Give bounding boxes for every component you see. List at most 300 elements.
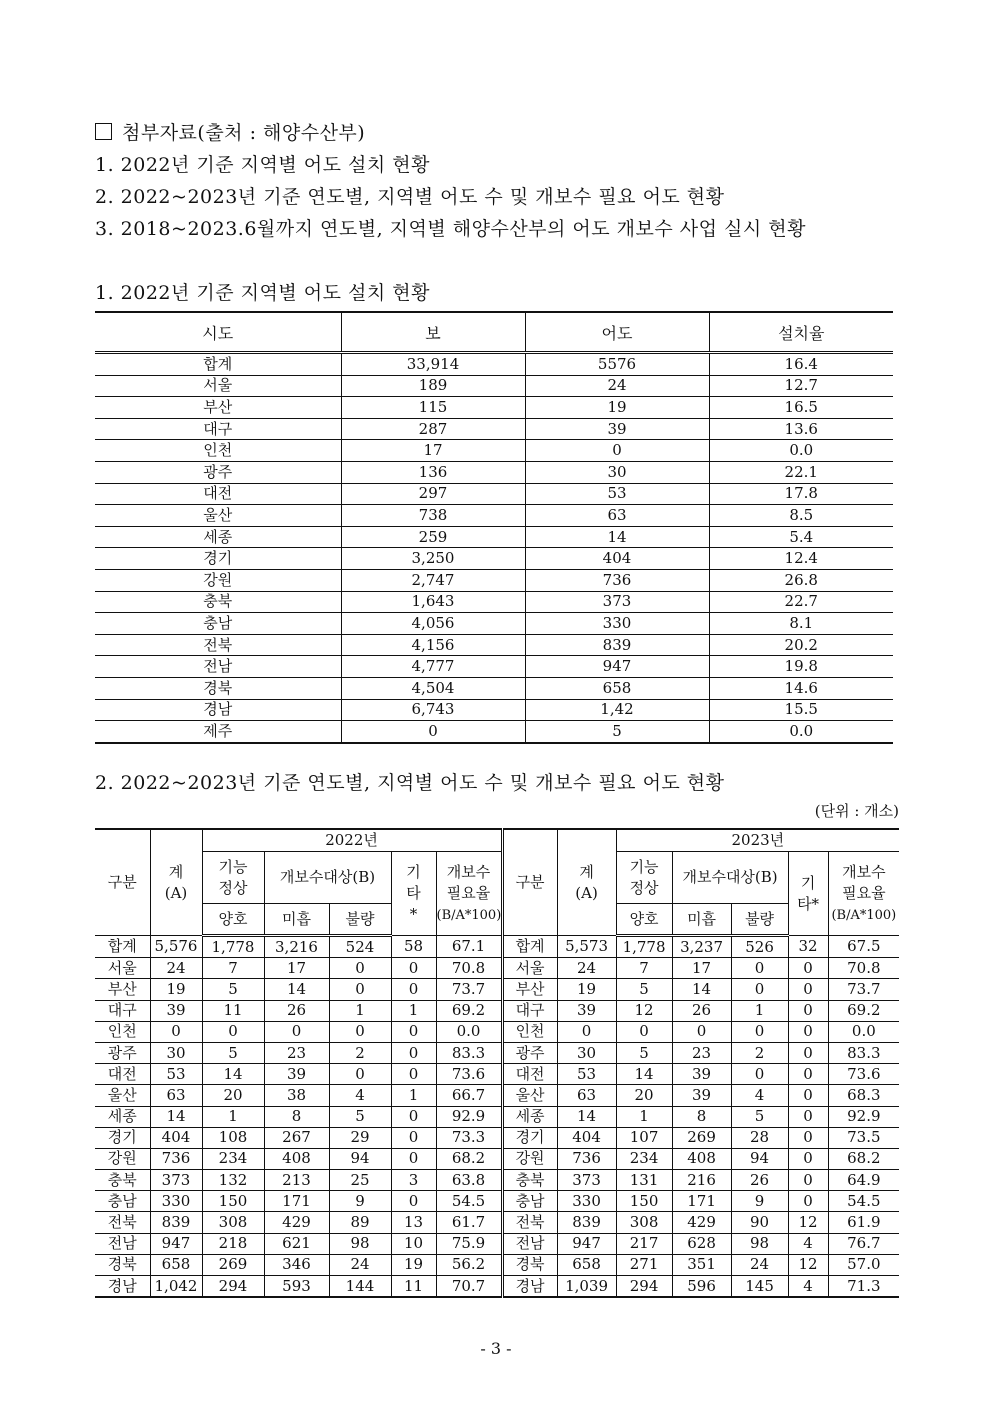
table-row (95, 1191, 899, 1212)
table-cell: 전북 (95, 634, 341, 656)
table-cell: 25 (329, 1170, 391, 1191)
table-cell: 4,156 (341, 634, 525, 656)
table-cell: 광주 (502, 1042, 557, 1063)
table-cell: 14 (672, 979, 731, 1000)
table-cell: 308 (616, 1212, 672, 1233)
table-cell: 621 (264, 1233, 329, 1254)
table-cell: 22.1 (709, 461, 893, 483)
table-cell: 19 (525, 397, 709, 419)
checkbox-square-icon (95, 123, 112, 140)
table-cell: 839 (525, 634, 709, 656)
table-cell: 30 (150, 1042, 202, 1063)
table-cell: 28 (731, 1127, 788, 1148)
table-cell: 57.0 (828, 1254, 899, 1275)
table-cell: 404 (150, 1127, 202, 1148)
table-cell: 69.2 (828, 1000, 899, 1021)
table-cell: 98 (731, 1233, 788, 1254)
table-cell: 13 (391, 1212, 436, 1233)
table-cell: 0 (788, 1148, 828, 1169)
table-cell: 0 (788, 1000, 828, 1021)
table-cell: 947 (150, 1233, 202, 1254)
table-cell: 0 (788, 979, 828, 1000)
table-cell: 강원 (95, 1148, 150, 1169)
table-cell: 1 (616, 1106, 672, 1127)
table-cell: 제주 (95, 721, 341, 743)
table-cell: 14 (150, 1106, 202, 1127)
table-cell: 267 (264, 1127, 329, 1148)
table-cell: 울산 (502, 1085, 557, 1106)
table-cell: 132 (202, 1170, 264, 1191)
table-cell: 39 (557, 1000, 616, 1021)
table-cell: 합계 (502, 936, 557, 958)
table-cell: 1,778 (202, 936, 264, 958)
table-cell: 13.6 (709, 418, 893, 440)
table-cell: 16.4 (709, 353, 893, 376)
table-cell: 171 (672, 1191, 731, 1212)
table-cell: 26 (731, 1170, 788, 1191)
table-cell: 658 (557, 1254, 616, 1275)
col-good-2022: 양호 (202, 904, 264, 936)
table-cell: 171 (264, 1191, 329, 1212)
table-cell: 63 (557, 1085, 616, 1106)
table-cell: 경기 (95, 1127, 150, 1148)
table-cell: 83.3 (828, 1042, 899, 1063)
attachment-heading (95, 118, 365, 145)
table-cell: 2 (731, 1042, 788, 1063)
table-cell: 경북 (95, 677, 341, 699)
table-cell: 947 (557, 1233, 616, 1254)
table-cell: 0 (391, 1106, 436, 1127)
table-cell: 5,576 (150, 936, 202, 958)
table-cell: 373 (150, 1170, 202, 1191)
table-cell: 98 (329, 1233, 391, 1254)
table-cell: 0 (788, 1085, 828, 1106)
col-good-2023: 양호 (616, 904, 672, 936)
table-cell: 73.6 (828, 1064, 899, 1085)
table-cell: 839 (150, 1212, 202, 1233)
table-cell: 3,237 (672, 936, 731, 958)
table-cell: 울산 (95, 1085, 150, 1106)
table-row (95, 634, 893, 656)
table-cell: 73.6 (436, 1064, 502, 1085)
table-cell: 인천 (95, 1021, 150, 1042)
table-cell: 4 (788, 1276, 828, 1298)
table-cell: 0.0 (709, 440, 893, 462)
table-cell: 308 (202, 1212, 264, 1233)
table-row (95, 656, 893, 678)
col-total-2023: 계 (A) (557, 829, 616, 936)
table-cell: 0 (202, 1021, 264, 1042)
table-cell: 9 (329, 1191, 391, 1212)
table-row (95, 958, 899, 979)
table-cell: 0 (672, 1021, 731, 1042)
table-cell: 0 (788, 1127, 828, 1148)
table-cell: 524 (329, 936, 391, 958)
table-cell: 0.0 (709, 721, 893, 743)
table-cell: 합계 (95, 353, 341, 376)
table-cell: 39 (525, 418, 709, 440)
table-cell: 19 (391, 1254, 436, 1275)
table-cell: 경북 (95, 1254, 150, 1275)
table-cell: 83.3 (436, 1042, 502, 1063)
table-cell: 세종 (95, 1106, 150, 1127)
table-cell: 충북 (502, 1170, 557, 1191)
table-cell: 67.1 (436, 936, 502, 958)
table-cell: 217 (616, 1233, 672, 1254)
table-row (95, 1085, 899, 1106)
table-cell: 1 (391, 1000, 436, 1021)
table-cell: 108 (202, 1127, 264, 1148)
table-cell: 0 (788, 1042, 828, 1063)
table-cell: 5576 (525, 353, 709, 376)
table-cell: 4,777 (341, 656, 525, 678)
table-cell: 39 (672, 1085, 731, 1106)
table-cell: 218 (202, 1233, 264, 1254)
table-cell: 8 (264, 1106, 329, 1127)
table-cell: 408 (672, 1148, 731, 1169)
table-cell: 61.9 (828, 1212, 899, 1233)
table-cell: 전남 (95, 656, 341, 678)
table-cell: 736 (150, 1148, 202, 1169)
table-cell: 404 (525, 548, 709, 570)
table-cell: 14.6 (709, 677, 893, 699)
table-cell: 294 (202, 1276, 264, 1298)
table-cell: 충북 (95, 1170, 150, 1191)
table-row (95, 1064, 899, 1085)
table-cell: 16.5 (709, 397, 893, 419)
table-cell: 330 (525, 613, 709, 635)
table-cell: 429 (672, 1212, 731, 1233)
table-cell: 213 (264, 1170, 329, 1191)
table-cell: 24 (731, 1254, 788, 1275)
table-cell: 39 (150, 1000, 202, 1021)
table-cell: 373 (557, 1170, 616, 1191)
table-row (95, 353, 893, 376)
table-cell: 73.7 (828, 979, 899, 1000)
table-cell: 73.7 (436, 979, 502, 1000)
table-row (95, 440, 893, 462)
table-cell: 전북 (95, 1212, 150, 1233)
table-row (95, 721, 893, 743)
year-2022-header: 2022년 (202, 829, 502, 852)
table-row (95, 548, 893, 570)
table-cell: 53 (525, 483, 709, 505)
column-header: 시도 (95, 312, 341, 353)
table-cell: 408 (264, 1148, 329, 1169)
table-cell: 1 (202, 1106, 264, 1127)
table-cell: 광주 (95, 1042, 150, 1063)
section2-title: 2. 2022~2023년 기준 연도별, 지역별 어도 수 및 개보수 필요 어도 현황 (95, 772, 725, 794)
table-row (95, 483, 893, 505)
table-cell: 68.3 (828, 1085, 899, 1106)
table-cell: 경남 (95, 699, 341, 721)
table-cell: 58 (391, 936, 436, 958)
table-cell: 17 (341, 440, 525, 462)
table-cell: 3 (391, 1170, 436, 1191)
table-cell: 70.8 (436, 958, 502, 979)
table-cell: 대구 (95, 1000, 150, 1021)
table-cell: 12.4 (709, 548, 893, 570)
table-cell: 부산 (502, 979, 557, 1000)
col-gubun-2022: 구분 (95, 829, 150, 936)
table-cell: 234 (202, 1148, 264, 1169)
table-cell: 세종 (95, 526, 341, 548)
table-cell: 경기 (502, 1127, 557, 1148)
attachment-text: 첨부자료(출처 : 해양수산부) (122, 122, 366, 144)
table-cell: 26 (672, 1000, 731, 1021)
list-item-1: 1. 2022년 기준 지역별 어도 설치 현황 (95, 154, 430, 176)
table-cell: 1 (391, 1085, 436, 1106)
table-cell: 0 (788, 1106, 828, 1127)
table-cell: 17.8 (709, 483, 893, 505)
table-cell: 33,914 (341, 353, 525, 376)
year-2023-header: 2023년 (616, 829, 899, 852)
table-cell: 대전 (502, 1064, 557, 1085)
table-cell: 7 (616, 958, 672, 979)
table-row (95, 613, 893, 635)
table-cell: 63.8 (436, 1170, 502, 1191)
table-cell: 서울 (95, 375, 341, 397)
table-cell: 1,643 (341, 591, 525, 613)
table-cell: 346 (264, 1254, 329, 1275)
table-cell: 합계 (95, 936, 150, 958)
table-cell: 24 (150, 958, 202, 979)
table-cell: 12 (616, 1000, 672, 1021)
table-cell: 2,747 (341, 569, 525, 591)
table-cell: 1 (329, 1000, 391, 1021)
table-cell: 17 (264, 958, 329, 979)
table-cell: 54.5 (436, 1191, 502, 1212)
table-cell: 947 (525, 656, 709, 678)
table-cell: 충남 (95, 1191, 150, 1212)
table-cell: 대구 (502, 1000, 557, 1021)
col-bad-2023: 불량 (731, 904, 788, 936)
table-cell: 92.9 (828, 1106, 899, 1127)
table-cell: 1,042 (150, 1276, 202, 1298)
column-header: 어도 (525, 312, 709, 353)
table-cell: 부산 (95, 979, 150, 1000)
table-cell: 63 (525, 505, 709, 527)
table-cell: 330 (557, 1191, 616, 1212)
table-cell: 30 (525, 461, 709, 483)
table-cell: 0 (341, 721, 525, 743)
table-cell: 0 (731, 1064, 788, 1085)
table-cell: 0 (391, 958, 436, 979)
table-cell: 839 (557, 1212, 616, 1233)
table-cell: 131 (616, 1170, 672, 1191)
table-row (95, 677, 893, 699)
table-cell: 24 (557, 958, 616, 979)
table-cell: 2 (329, 1042, 391, 1063)
table-cell: 0 (391, 1021, 436, 1042)
page-number: - 3 - (480, 1339, 512, 1358)
table-row (95, 591, 893, 613)
col-repair-target-2023: 개보수대상(B) (672, 852, 788, 904)
table-cell: 0 (616, 1021, 672, 1042)
table-cell: 충북 (95, 591, 341, 613)
table-cell: 1,42 (525, 699, 709, 721)
table-row (95, 1233, 899, 1254)
table-cell: 234 (616, 1148, 672, 1169)
table-header-row (95, 312, 893, 353)
table-cell: 대전 (95, 1064, 150, 1085)
installation-status-table (95, 311, 893, 744)
col-weak-2022: 미흡 (264, 904, 329, 936)
header-row-1 (95, 829, 899, 852)
table-cell: 서울 (95, 958, 150, 979)
table-cell: 5 (202, 979, 264, 1000)
table-cell: 5 (616, 979, 672, 1000)
table-cell: 736 (557, 1148, 616, 1169)
table-cell: 0 (731, 1021, 788, 1042)
table-cell: 충남 (95, 613, 341, 635)
table-cell: 63 (150, 1085, 202, 1106)
col-need-2022: 개보수 필요율 (B/A*100) (436, 852, 502, 936)
column-header: 설치율 (709, 312, 893, 353)
table-cell: 충남 (502, 1191, 557, 1212)
table-row (95, 569, 893, 591)
table-cell: 70.8 (828, 958, 899, 979)
table-cell: 0 (788, 1170, 828, 1191)
table-cell: 8 (672, 1106, 731, 1127)
table-cell: 5 (525, 721, 709, 743)
table-cell: 울산 (95, 505, 341, 527)
table-cell: 429 (264, 1212, 329, 1233)
repair-status-table (95, 828, 899, 1298)
table-cell: 596 (672, 1276, 731, 1298)
table-cell: 71.3 (828, 1276, 899, 1298)
table-cell: 136 (341, 461, 525, 483)
table-cell: 강원 (95, 569, 341, 591)
table-cell: 53 (150, 1064, 202, 1085)
table-cell: 24 (329, 1254, 391, 1275)
table-cell: 14 (525, 526, 709, 548)
table-row (95, 1254, 899, 1275)
col-total-2022: 계 (A) (150, 829, 202, 936)
table-cell: 294 (616, 1276, 672, 1298)
table-cell: 4 (731, 1085, 788, 1106)
table-cell: 인천 (502, 1021, 557, 1042)
table-cell: 서울 (502, 958, 557, 979)
table-cell: 0 (391, 1064, 436, 1085)
list-item-2: 2. 2022~2023년 기준 연도별, 지역별 어도 수 및 개보수 필요 어도 현황 (95, 186, 725, 208)
table-row (95, 1127, 899, 1148)
table-cell: 404 (557, 1127, 616, 1148)
table-cell: 53 (557, 1064, 616, 1085)
table-cell: 14 (202, 1064, 264, 1085)
table-cell: 0 (391, 1191, 436, 1212)
table-cell: 73.3 (436, 1127, 502, 1148)
table-cell: 92.9 (436, 1106, 502, 1127)
table-cell: 1 (731, 1000, 788, 1021)
table-cell: 297 (341, 483, 525, 505)
table-cell: 0.0 (436, 1021, 502, 1042)
table-row (95, 1042, 899, 1063)
table-cell: 5 (616, 1042, 672, 1063)
table-cell: 32 (788, 936, 828, 958)
table-cell: 5.4 (709, 526, 893, 548)
table-cell: 4 (329, 1085, 391, 1106)
table-cell: 광주 (95, 461, 341, 483)
table-cell: 66.7 (436, 1085, 502, 1106)
table-cell: 8.5 (709, 505, 893, 527)
table-cell: 269 (202, 1254, 264, 1275)
table-cell: 경기 (95, 548, 341, 570)
table-row (95, 526, 893, 548)
table-cell: 6,743 (341, 699, 525, 721)
table-cell: 269 (672, 1127, 731, 1148)
table-cell: 24 (525, 375, 709, 397)
table-cell: 29 (329, 1127, 391, 1148)
table-cell: 전남 (95, 1233, 150, 1254)
table-cell: 22.7 (709, 591, 893, 613)
table-cell: 경북 (502, 1254, 557, 1275)
table-cell: 61.7 (436, 1212, 502, 1233)
table-cell: 19 (150, 979, 202, 1000)
col-func-2023: 기능 정상 (616, 852, 672, 904)
table-cell: 9 (731, 1191, 788, 1212)
table-cell: 4,056 (341, 613, 525, 635)
table-row (95, 1148, 899, 1169)
table-cell: 5,573 (557, 936, 616, 958)
table-cell: 351 (672, 1254, 731, 1275)
table-cell: 15.5 (709, 699, 893, 721)
unit-label: (단위 : 개소) (814, 802, 899, 820)
table-cell: 0 (788, 1191, 828, 1212)
table-cell: 0 (391, 979, 436, 1000)
table-row (95, 418, 893, 440)
table-cell: 38 (264, 1085, 329, 1106)
col-etc-2022: 기 타 * (391, 852, 436, 936)
table-cell: 64.9 (828, 1170, 899, 1191)
table-cell: 75.9 (436, 1233, 502, 1254)
table-cell: 107 (616, 1127, 672, 1148)
table-cell: 1,039 (557, 1276, 616, 1298)
table-cell: 115 (341, 397, 525, 419)
table-cell: 12 (788, 1212, 828, 1233)
table-cell: 0 (788, 958, 828, 979)
table-cell: 26 (264, 1000, 329, 1021)
table-cell: 39 (264, 1064, 329, 1085)
col-gubun-2023: 구분 (502, 829, 557, 936)
table-cell: 738 (341, 505, 525, 527)
table-cell: 189 (341, 375, 525, 397)
table-cell: 강원 (502, 1148, 557, 1169)
col-func-2022: 기능 정상 (202, 852, 264, 904)
table-cell: 0 (788, 1064, 828, 1085)
table-cell: 287 (341, 418, 525, 440)
table-row (95, 979, 899, 1000)
table-cell: 전북 (502, 1212, 557, 1233)
table-cell: 68.2 (436, 1148, 502, 1169)
table-cell: 19 (557, 979, 616, 1000)
table-cell: 4 (788, 1233, 828, 1254)
table-row (95, 699, 893, 721)
table-cell: 0 (391, 1127, 436, 1148)
table-cell: 69.2 (436, 1000, 502, 1021)
table-cell: 145 (731, 1276, 788, 1298)
header-row-2 (95, 852, 899, 904)
col-repair-target-2022: 개보수대상(B) (264, 852, 391, 904)
table-cell: 150 (616, 1191, 672, 1212)
table-cell: 0 (329, 979, 391, 1000)
table-cell: 67.5 (828, 936, 899, 958)
table-cell: 94 (329, 1148, 391, 1169)
col-weak-2023: 미흡 (672, 904, 731, 936)
table-cell: 0 (731, 958, 788, 979)
column-header: 보 (341, 312, 525, 353)
table-cell: 대구 (95, 418, 341, 440)
